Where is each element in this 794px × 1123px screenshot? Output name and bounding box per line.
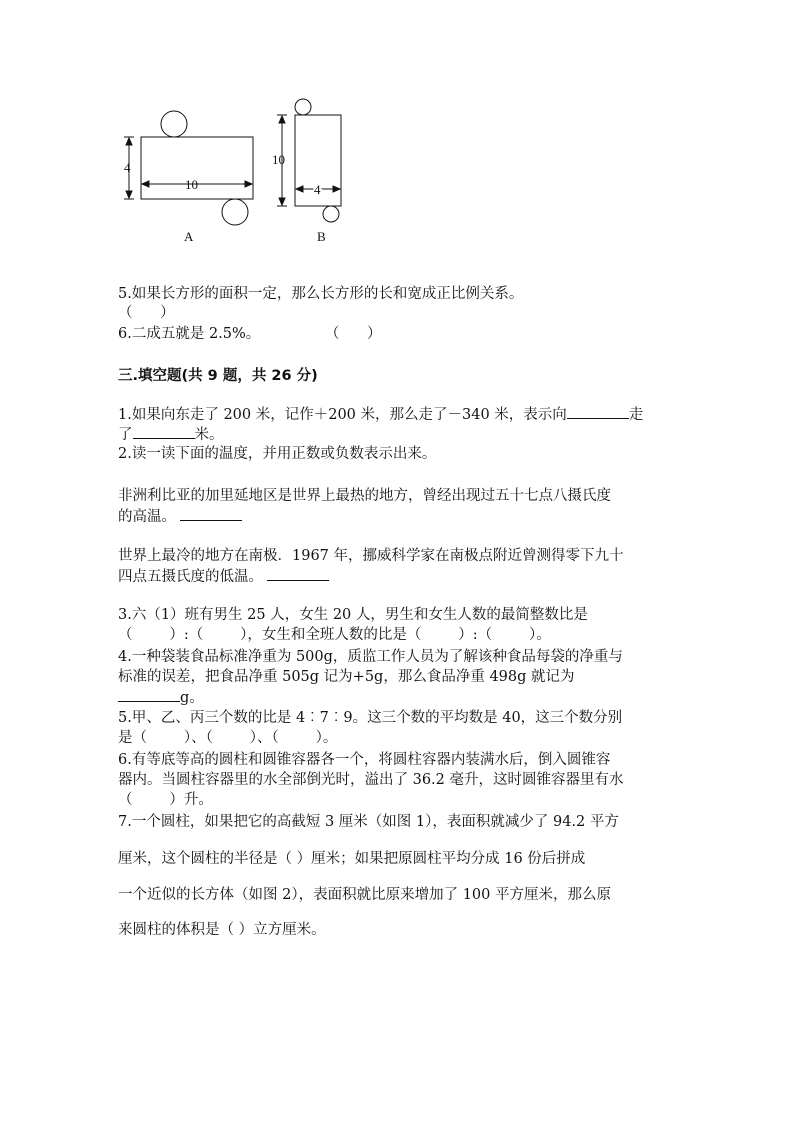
fill-q5-line2[interactable]: 是（ ）、（ ）、（ ）。 (118, 730, 338, 746)
fill-q1-line1: 1.如果向东走了 200 米，记作＋200 米，那么走了－340 米，表示向 走 (118, 404, 643, 425)
judge-q5-paren[interactable]: （ ） (118, 305, 175, 321)
net-a-height-label: 4 (124, 160, 131, 175)
fill-q1-blank-direction[interactable] (567, 404, 629, 419)
fill-q2-blank-hot[interactable] (180, 506, 242, 521)
fill-q6-line1: 6.有等底等高的圆柱和圆锥容器各一个，将圆柱容器内装满水后，倒入圆锥容 (118, 752, 611, 768)
net-b-caption: B (317, 229, 326, 244)
fill-q6-line2: 器内。当圆柱容器里的水全部倒光时，溢出了 36.2 毫升，这时圆锥容器里有水 (118, 772, 624, 788)
net-a-bottom-circle (222, 199, 248, 225)
section-3-heading: 三.填空题(共 9 题，共 26 分) (118, 368, 318, 384)
net-b-height-label: 10 (272, 152, 285, 167)
fill-q6-line3[interactable]: （ ）升。 (118, 792, 213, 808)
judge-q6 (118, 324, 382, 344)
judge-q5 (118, 284, 523, 304)
fill-q7-line1: 7.一个圆柱，如果把它的高截短 3 厘米（如图 1），表面积就减少了 94.2 平方 (118, 814, 619, 830)
net-a-top-circle (161, 111, 187, 137)
fill-q4-line2: 标准的误差，把食品净重 505g 记为+5g，那么食品净重 498g 就记为 (118, 669, 575, 685)
fill-q3-line2[interactable]: （ ）:（ ），女生和全班人数的比是（ ）:（ ）。 (118, 627, 551, 643)
fill-q2-part2-line2: 四点五摄氏度的低温。 (118, 566, 329, 587)
fill-q3-line1: 3.六（1）班有男生 25 人，女生 20 人，男生和女生人数的最简整数比是 (118, 607, 588, 623)
net-b-top-circle (295, 99, 311, 115)
fill-q7-line4: 来圆柱的体积是（ ）立方厘米。 (118, 922, 326, 938)
fill-q2-blank-cold[interactable] (267, 566, 329, 581)
fill-q1-line2: 了 米。 (118, 424, 224, 445)
net-a-width-label: 10 (185, 177, 198, 192)
fill-q7-line2: 厘米，这个圆柱的半径是（ ）厘米；如果把原圆柱平均分成 16 份后拼成 (118, 851, 586, 867)
fill-q2-part1-line2: 的高温。 (118, 506, 242, 527)
net-b-bottom-circle (323, 206, 339, 222)
fill-q5-line1: 5.甲、乙、丙三个数的比是 4︰7︰9。这三个数的平均数是 40，这三个数分别 (118, 710, 623, 726)
judge-q6-paren[interactable]: （ ） (324, 326, 382, 342)
fill-q4-blank[interactable] (118, 687, 180, 702)
fill-q1-blank-distance[interactable] (133, 424, 195, 439)
fill-q4-line1: 4.一种袋装食品标准净重为 500g，质监工作人员为了解该种食品每袋的净重与 (118, 649, 623, 665)
judge-q6-text: 6.二成五就是 2.5%。 (118, 326, 261, 342)
fill-q2-part1-line1: 非洲利比亚的加里延地区是世界上最热的地方，曾经出现过五十七点八摄氏度 (118, 488, 611, 504)
net-b-width-label: 4 (314, 182, 321, 197)
judge-q5-text: 5.如果长方形的面积一定，那么长方形的长和宽成正比例关系。 (118, 286, 524, 302)
net-b (277, 99, 341, 222)
fill-q2: 2.读一读下面的温度，并用正数或负数表示出来。 (118, 446, 437, 462)
fill-q7-line3: 一个近似的长方体（如图 2），表面积就比原来增加了 100 平方厘米，那么原 (118, 887, 611, 903)
cylinder-nets-figure (110, 92, 370, 252)
fill-q4-line3: g。 (118, 687, 204, 708)
net-a (124, 111, 253, 225)
fill-q2-part2-line1: 世界上最冷的地方在南极．1967 年，挪威科学家在南极点附近曾测得零下九十 (118, 548, 624, 564)
judge-q5-answer (118, 303, 175, 323)
net-a-caption: A (184, 229, 194, 244)
